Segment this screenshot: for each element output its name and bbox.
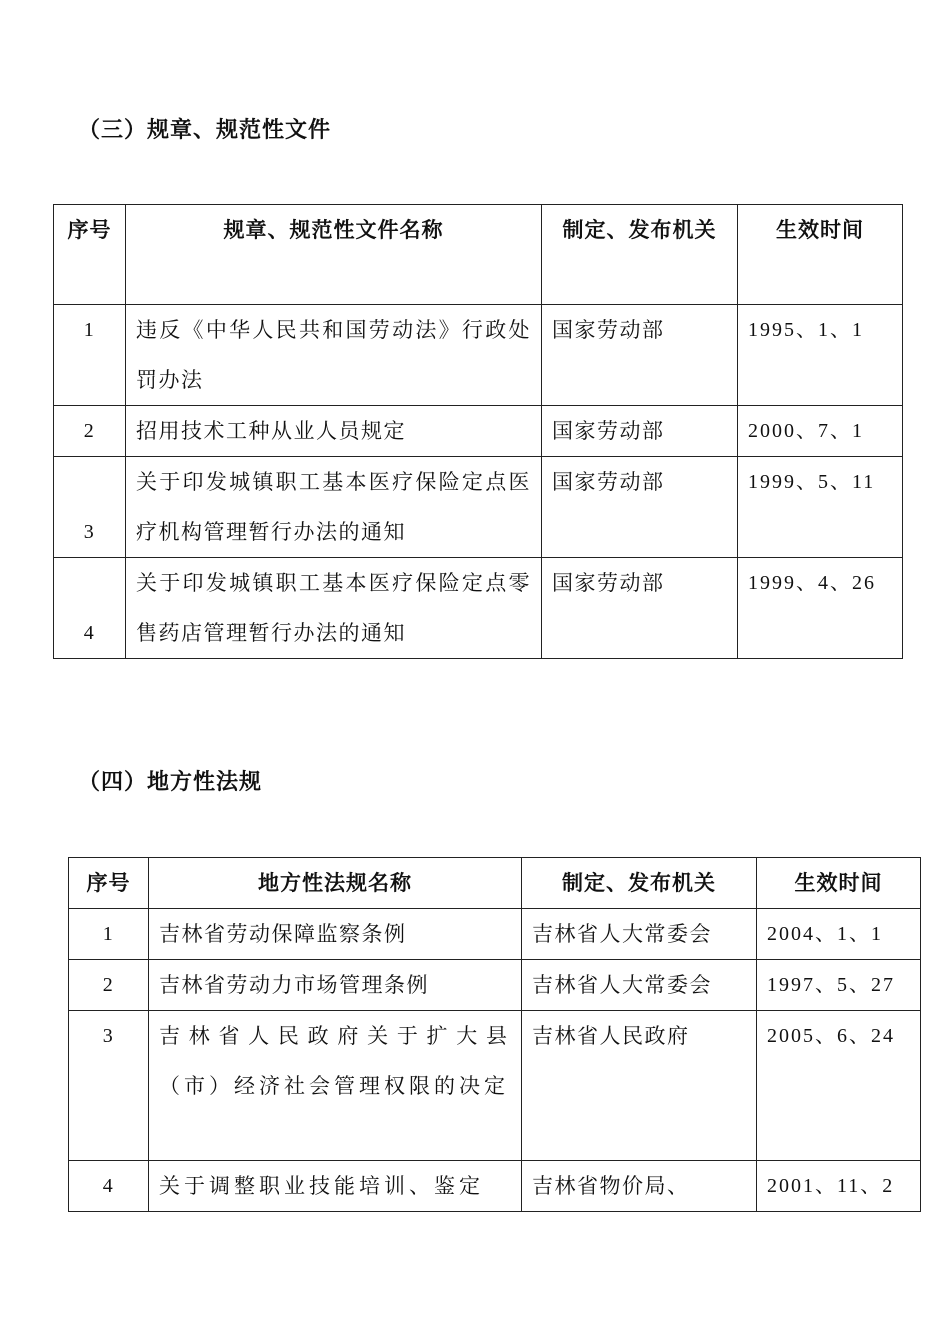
row-issuer: 吉林省人大常委会 xyxy=(522,909,757,960)
row-issuer: 吉林省人大常委会 xyxy=(522,960,757,1011)
header-issuer: 制定、发布机关 xyxy=(522,858,757,909)
row-date: 2001、11、2 xyxy=(757,1161,921,1212)
table-row xyxy=(69,909,921,960)
row-no: 2 xyxy=(54,406,126,457)
table-header-row xyxy=(54,205,903,305)
row-name: 关于调整职业技能培训、鉴定 xyxy=(149,1161,522,1212)
row-date: 2004、1、1 xyxy=(757,909,921,960)
row-issuer: 国家劳动部 xyxy=(542,457,738,558)
row-issuer: 国家劳动部 xyxy=(542,558,738,659)
row-date: 1997、5、27 xyxy=(757,960,921,1011)
row-date: 2005、6、24 xyxy=(757,1011,921,1161)
section-title-regulations: （三）规章、规范性文件 xyxy=(78,118,332,143)
row-name: 招用技术工种从业人员规定 xyxy=(126,406,542,457)
row-no: 3 xyxy=(54,457,126,558)
table-header-row xyxy=(69,858,921,909)
row-date: 2000、7、1 xyxy=(738,406,903,457)
row-name: 违反《中华人民共和国劳动法》行政处罚办法 xyxy=(126,305,542,406)
row-issuer: 吉林省人民政府 xyxy=(522,1011,757,1161)
local-regulations-table xyxy=(68,857,921,1212)
header-no: 序号 xyxy=(54,205,126,305)
row-date: 1999、4、26 xyxy=(738,558,903,659)
header-name: 规章、规范性文件名称 xyxy=(126,205,542,305)
table-row xyxy=(54,406,903,457)
row-name: 关于印发城镇职工基本医疗保险定点医疗机构管理暂行办法的通知 xyxy=(126,457,542,558)
row-date: 1999、5、11 xyxy=(738,457,903,558)
table-row xyxy=(69,1011,921,1161)
row-no: 1 xyxy=(54,305,126,406)
table-row xyxy=(69,960,921,1011)
table-row xyxy=(69,1161,921,1212)
row-no: 3 xyxy=(69,1011,149,1161)
section-title-local-regulations: （四）地方性法规 xyxy=(78,770,263,795)
row-no: 2 xyxy=(69,960,149,1011)
header-date: 生效时间 xyxy=(738,205,903,305)
header-name: 地方性法规名称 xyxy=(149,858,522,909)
row-issuer: 国家劳动部 xyxy=(542,305,738,406)
row-no: 1 xyxy=(69,909,149,960)
header-date: 生效时间 xyxy=(757,858,921,909)
row-issuer: 国家劳动部 xyxy=(542,406,738,457)
row-name: 吉林省人民政府关于扩大县（市）经济社会管理权限的决定 xyxy=(149,1011,522,1161)
regulations-table xyxy=(53,204,903,659)
row-no: 4 xyxy=(54,558,126,659)
row-issuer: 吉林省物价局、 xyxy=(522,1161,757,1212)
table-row xyxy=(54,305,903,406)
table-row xyxy=(54,558,903,659)
row-no: 4 xyxy=(69,1161,149,1212)
row-name: 吉林省劳动力市场管理条例 xyxy=(149,960,522,1011)
row-date: 1995、1、1 xyxy=(738,305,903,406)
header-no: 序号 xyxy=(69,858,149,909)
row-name: 吉林省劳动保障监察条例 xyxy=(149,909,522,960)
table-row xyxy=(54,457,903,558)
header-issuer: 制定、发布机关 xyxy=(542,205,738,305)
row-name: 关于印发城镇职工基本医疗保险定点零售药店管理暂行办法的通知 xyxy=(126,558,542,659)
